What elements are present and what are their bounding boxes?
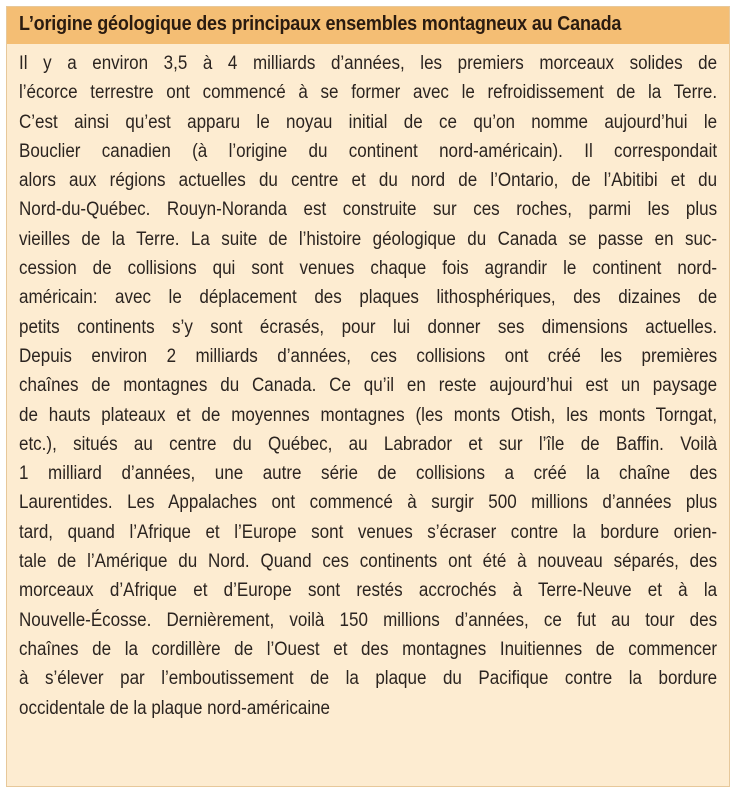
text-line: à s’élever par l’emboutissement de la plaque du Pacifique contre la bordure [19, 668, 718, 690]
text-line: occidentale de la plaque nord-américaine [19, 697, 331, 719]
text-line: chaînes de montagnes du Canada. Ce qu’il en reste aujourd’hui est un paysage [19, 375, 718, 397]
body-paragraph [19, 49, 717, 723]
text-line: Nord-du-Québec. Rouyn-Noranda est construite sur ces roches, parmi les plus [19, 199, 718, 221]
text-line: alors aux régions actuelles du centre et du nord de l’Ontario, de l’Abitibi et du [19, 170, 718, 192]
text-line: chaînes de la cordillère de l’Ouest et des montagnes Inuitiennes de commencer [19, 638, 718, 660]
text-line: Depuis environ 2 milliards d’années, ces collisions ont créé les premières [19, 345, 718, 367]
text-line: Nouvelle-Écosse. Dernièrement, voilà 150 millions d’années, ce fut au tour des [19, 609, 718, 631]
text-line: etc.), situés au centre du Québec, au Labrador et sur l’île de Baffin. Voilà [19, 433, 718, 455]
text-line: C’est ainsi qu’est apparu le noyau initial de ce qu’on nomme aujourd’hui le [19, 111, 718, 133]
text-line: morceaux d’Afrique et d’Europe sont restés accrochés à Terre-Neuve et à la [19, 580, 718, 602]
text-line: petits continents s’y sont écrasés, pour lui donner ses dimensions actuelles. [19, 316, 718, 338]
text-line: 1 milliard d’années, une autre série de collisions a créé la chaîne des [19, 463, 718, 485]
text-box [6, 6, 730, 787]
text-line: tard, quand l’Afrique et l’Europe sont venues s’écraser contre la bordure orien- [19, 521, 718, 543]
text-line: l’écorce terrestre ont commencé à se former avec le refroidissement de la Terre. [19, 82, 718, 104]
text-line: tale de l’Amérique du Nord. Quand ces continents ont été à nouveau séparés, des [19, 551, 718, 573]
text-line: américain: avec le déplacement des plaques lithosphériques, des dizaines de [19, 287, 718, 309]
box-title: L’origine géologique des principaux ensembles montagneux au Canada [19, 13, 622, 35]
title-bar [7, 7, 729, 44]
text-line: Il y a environ 3,5 à 4 milliards d’années, les premiers morceaux solides de [19, 53, 718, 74]
text-line: Bouclier canadien (à l’origine du continent nord-américain). Il correspondait [19, 140, 718, 162]
text-line: vieilles de la Terre. La suite de l’histoire géologique du Canada se passe en suc- [19, 228, 718, 250]
text-line: de hauts plateaux et de moyennes montagnes (les monts Otish, les monts Torngat, [19, 404, 718, 426]
text-line: Laurentides. Les Appalaches ont commencé à surgir 500 millions d’années plus [19, 492, 718, 514]
text-line: cession de collisions qui sont venues chaque fois agrandir le continent nord- [19, 258, 718, 280]
